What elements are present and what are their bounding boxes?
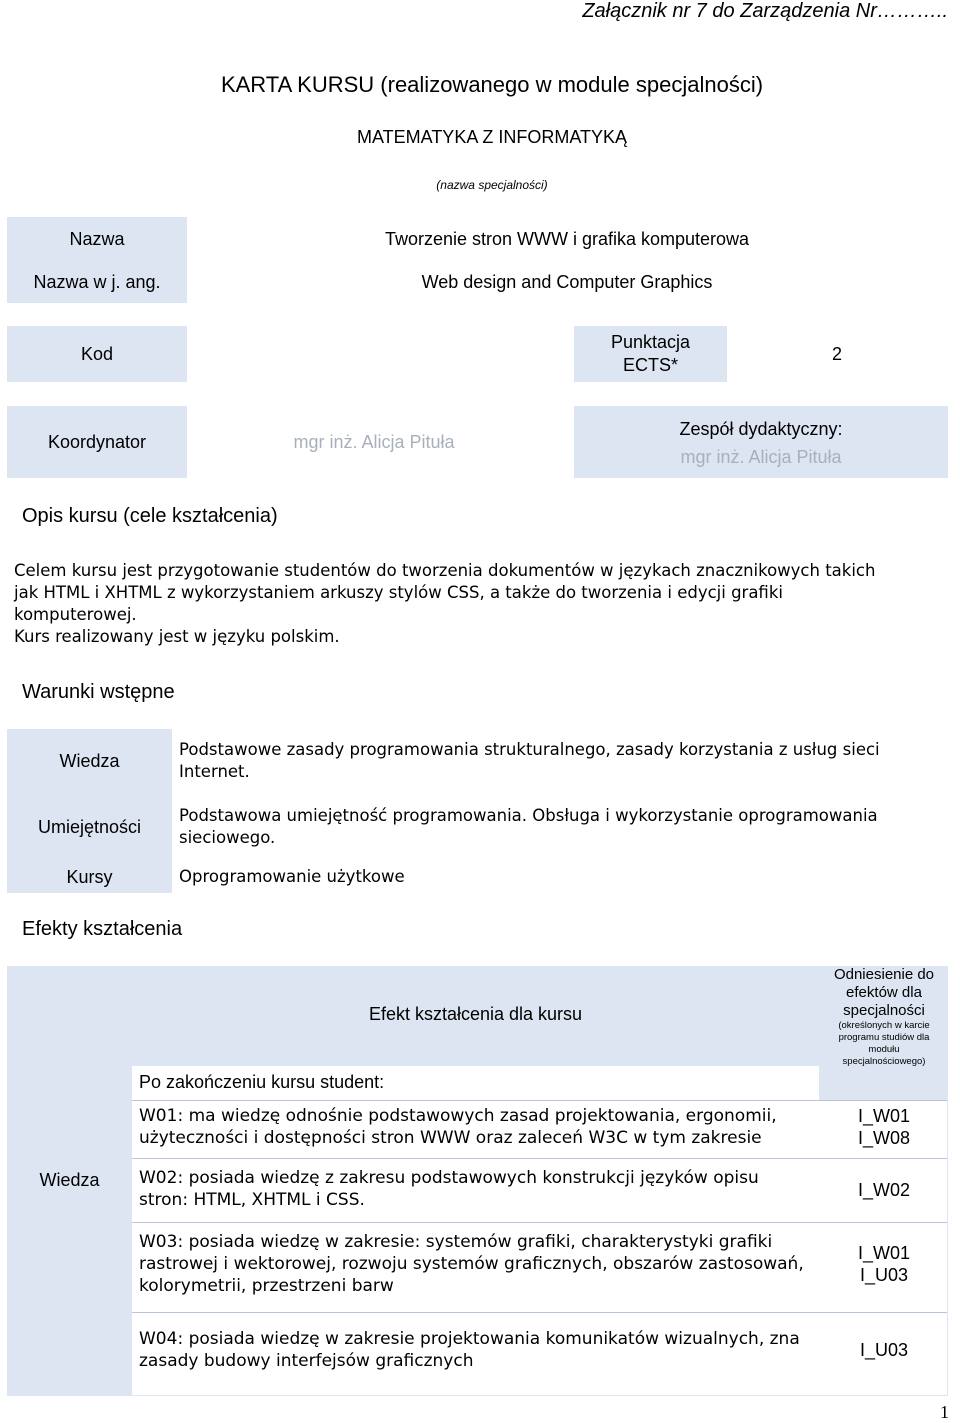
col-ref-line: specjalności [843,1002,925,1019]
prereq-skills-line: Podstawowa umiejętność programowania. Obsługa i wykorzystanie oprogramowania [179,806,878,825]
attachment-note: Załącznik nr 7 do Zarządzenia Nr……….. [582,0,948,22]
row-divider [132,1222,947,1223]
ects-value: 2 [831,344,842,364]
ref-code: I_W01 [857,1106,911,1126]
row-divider [132,1158,947,1159]
prereq-knowledge-line: Internet. [179,762,250,781]
prereq-skills-label: Umiejętności [37,817,142,837]
outcome-line: W01: ma wiedzę odnośnie podstawowych zasad projektowania, ergonomii, [139,1106,777,1126]
prereq-knowledge-line: Podstawowe zasady programowania strukturalnego, zasady korzystania z usług sieci [179,740,880,759]
outcome-ref-w03 [820,1242,948,1286]
course-name: Tworzenie stron WWW i grafika komputerowa [384,229,750,249]
outcome-ref-w04 [820,1339,948,1361]
outcome-line: kolorymetrii, przestrzeni barw [139,1276,394,1296]
outcome-ref-w02 [820,1179,948,1201]
outcome-line: W03: posiada wiedzę w zakresie: systemów grafiki, charakterystyki grafiki [139,1232,773,1252]
description-line: jak HTML i XHTML z wykorzystaniem arkuszy stylów CSS, a także do tworzenia i edycji grafiki [14,583,783,602]
description-text [14,560,954,648]
coordinator-value: mgr inż. Alicja Pituła [293,432,455,452]
col-ref-small-line: programu studiów dla [838,1032,930,1043]
row-divider [132,1312,947,1313]
outcome-line: użyteczności i dostępności stron WWW oraz zaleceń W3C w tym zakresie [139,1128,762,1148]
ref-code: I_U03 [859,1265,909,1285]
outcome-line: zasady budowy interfejsów graficznych [139,1351,474,1371]
ref-code: I_U03 [859,1340,909,1360]
prereq-courses-label: Kursy [66,867,113,887]
prereq-knowledge-label: Wiedza [59,751,120,771]
team-value: mgr inż. Alicja Pituła [680,447,842,467]
col-effect-header: Efekt kształcenia dla kursu [368,1004,583,1024]
outcome-line: W04: posiada wiedzę w zakresie projektowania komunikatów wizualnych, zna [139,1329,800,1349]
col-ref-line: Odniesienie do [833,966,935,983]
course-name-en: Web design and Computer Graphics [421,272,713,292]
prereq-heading: Warunki wstępne [22,681,175,703]
name-en-label: Nazwa w j. ang. [33,272,161,292]
outcome-ref-w01 [820,1105,948,1149]
after-course-text: Po zakończeniu kursu student: [139,1072,385,1092]
col-ref-small-line: specjalnościowego) [842,1056,926,1067]
code-label: Kod [80,344,114,364]
outcome-line: stron: HTML, XHTML i CSS. [139,1190,365,1210]
col-ref-line: efektów dla [846,984,922,1001]
description-line: Celem kursu jest przygotowanie studentów do tworzenia dokumentów w językach znacznikowych takich [14,561,876,580]
specialty-name: MATEMATYKA Z INFORMATYKĄ [356,127,628,147]
team-label: Zespół dydaktyczny: [679,419,843,439]
outcome-row-w03 [139,1231,819,1297]
col-ref-header [820,966,948,1068]
description-heading: Opis kursu (cele kształcenia) [22,505,278,527]
page-title: KARTA KURSU (realizowanego w module specjalności) [220,72,764,97]
col-ref-small-line: (określonych w karcie [838,1020,930,1031]
ects-label-line1: Punktacja [610,332,691,352]
name-label: Nazwa [69,229,125,249]
ref-code: I_W01 [857,1243,911,1263]
ref-code: I_W08 [857,1128,911,1148]
ref-code: I_W02 [857,1180,911,1200]
description-line: Kurs realizowany jest w języku polskim. [14,627,340,646]
outcome-line: rastrowej i wektorowej, rozwoju systemów graficznych, obszarów zastosowań, [139,1254,804,1274]
outcomes-heading: Efekty kształcenia [22,918,183,940]
outcomes-category: Wiedza [39,1170,100,1190]
outcome-row-w02 [139,1167,819,1211]
ects-label-line2: ECTS* [622,355,678,375]
specialty-note: (nazwa specjalności) [436,178,548,192]
page-number: 1 [940,1402,949,1422]
row-divider [132,1100,947,1101]
description-line: komputerowej. [14,605,137,624]
col-ref-small-line: modułu [868,1044,900,1055]
prereq-knowledge-value [179,739,949,783]
prereq-courses-value: Oprogramowanie użytkowe [179,867,405,886]
outcome-line: W02: posiada wiedzę z zakresu podstawowych konstrukcji języków opisu [139,1168,759,1188]
prereq-skills-line: sieciowego. [179,828,276,847]
coordinator-label: Koordynator [47,432,147,452]
prereq-skills-value [179,805,949,849]
outcome-row-w01 [139,1105,819,1149]
outcome-row-w04 [139,1328,819,1372]
